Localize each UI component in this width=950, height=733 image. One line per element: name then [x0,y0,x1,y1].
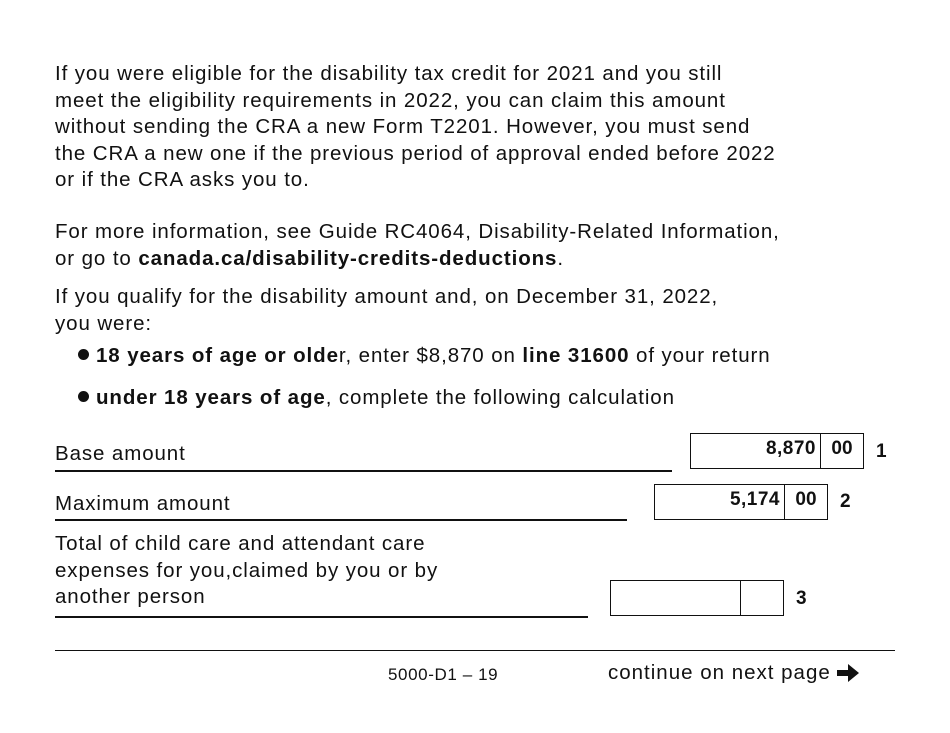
child-care-dollars [611,581,740,615]
bullet-minor [78,385,675,411]
intro-paragraph [55,61,905,194]
child-care-label-line: Total of child care and attendant care [55,532,426,555]
bullet-bold: 18 years of age or olde [96,344,339,367]
child-care-cents [740,581,783,615]
line-reference: line 31600 [522,344,630,367]
page-number: 5000-D1 – 19 [388,665,499,684]
base-amount-field[interactable] [690,433,864,469]
child-care-label-line: expenses for you,claimed by you or by [55,558,439,582]
intro-line: or if the CRA asks you to. [55,168,310,191]
continue-text: continue on next page [608,661,831,684]
line-number-1: 1 [876,441,887,462]
continue-next-page[interactable] [608,661,861,685]
bullet-bold: under 18 years of age [96,386,326,409]
intro-line: without sending the CRA a new Form T2201. However, you must send [55,115,751,138]
base-amount-cents: 00 [820,434,863,468]
base-amount-dollars: 8,870 [765,438,816,459]
bullet-text: , complete the following calculation [325,386,675,409]
info-suffix: . [557,246,564,270]
info-line-2 [55,246,905,273]
qualify-line: you were: [55,311,152,335]
row-underline [55,519,627,521]
maximum-amount-field[interactable] [654,484,828,520]
row-underline [55,470,672,472]
disability-link[interactable]: canada.ca/disability-credits-deductions [138,246,558,270]
bullet-icon [78,391,89,402]
bullet-adult [78,343,771,369]
bullet-text: of your return [629,344,771,367]
intro-line: If you were eligible for the disability tax credit for 2021 and you still [55,62,723,85]
intro-line: the CRA a new one if the previous period of approval ended before 2022 [55,141,776,165]
child-care-label-line: another person [55,585,206,608]
arrow-right-icon [835,662,861,684]
line-number-3: 3 [796,588,807,609]
row-underline [55,616,588,618]
info-prefix: or go to [55,246,139,270]
base-amount-label: Base amount [55,442,186,465]
line-number-2: 2 [840,491,851,512]
qualify-line: If you qualify for the disability amount and, on December 31, 2022, [55,285,719,308]
footer-divider [55,650,895,651]
maximum-amount-cents: 00 [784,485,827,519]
maximum-amount-label: Maximum amount [55,492,231,515]
child-care-expenses-field[interactable] [610,580,784,616]
intro-line: meet the eligibility requirements in 2022, you can claim this amount [55,88,726,112]
info-paragraph [55,219,905,272]
bullet-icon [78,349,89,360]
qualify-paragraph [55,284,905,337]
maximum-amount-dollars: 5,174 [729,489,780,510]
info-line: For more information, see Guide RC4064, Disability-Related Information, [55,220,780,243]
bullet-text: r, enter $8,870 on [338,344,523,367]
child-care-label [55,531,438,611]
